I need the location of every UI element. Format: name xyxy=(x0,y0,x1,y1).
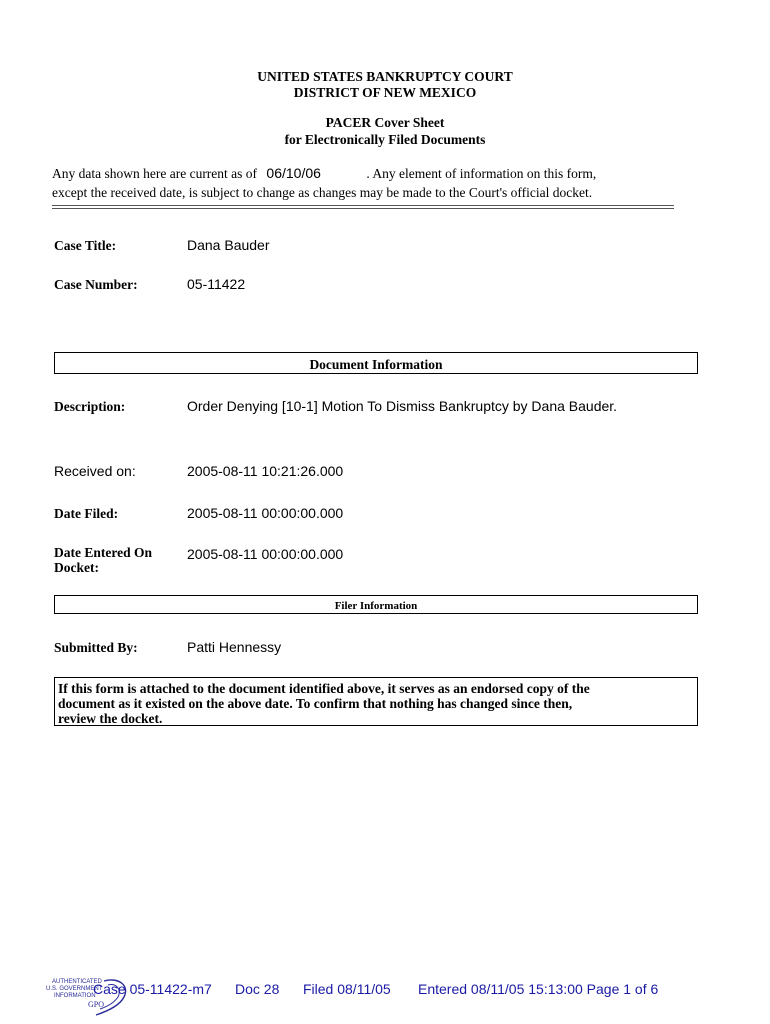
notice-line-2: document as it existed on the above date. To confirm that nothing has changed since then, xyxy=(58,696,573,711)
submitted-by-label: Submitted By: xyxy=(54,640,138,655)
footer-entered-page: Entered 08/11/05 15:13:00 Page 1 of 6 xyxy=(418,981,659,997)
date-entered-label-line1: Date Entered On xyxy=(54,545,152,560)
submitted-by-value: Patti Hennessy xyxy=(187,639,282,655)
received-value: 2005-08-11 10:21:26.000 xyxy=(187,463,344,479)
footer-filed-date: Filed 08/11/05 xyxy=(303,981,391,997)
description-label: Description: xyxy=(54,399,126,414)
footer-doc-number: Doc 28 xyxy=(235,981,280,997)
divider-top xyxy=(52,205,674,206)
date-filed-label: Date Filed: xyxy=(54,506,119,521)
intro-prefix: Any data shown here are current as of xyxy=(52,166,258,181)
seal-text-2: U.S. GOVERNMENT xyxy=(46,986,103,992)
intro-suffix: . Any element of information on this form, xyxy=(366,166,597,181)
filer-info-heading: Filer Information xyxy=(334,600,418,612)
date-entered-label-line2: Docket: xyxy=(54,560,99,575)
case-title-value: Dana Bauder xyxy=(187,237,270,253)
received-label: Received on: xyxy=(54,463,136,479)
sheet-title: PACER Cover Sheet xyxy=(325,115,445,130)
divider-bottom xyxy=(52,208,674,209)
date-entered-value: 2005-08-11 00:00:00.000 xyxy=(187,546,344,562)
document-info-header-box xyxy=(54,352,698,374)
case-title-label: Case Title: xyxy=(54,238,117,253)
case-number-value: 05-11422 xyxy=(187,276,246,292)
endorsement-notice-box xyxy=(54,677,698,726)
footer-case-number: Case 05-11422-m7 xyxy=(93,981,212,997)
document-info-heading: Document Information xyxy=(309,357,443,372)
court-name: UNITED STATES BANKRUPTCY COURT xyxy=(257,69,513,84)
current-as-of-date: 06/10/06 xyxy=(266,165,321,181)
district-name: DISTRICT OF NEW MEXICO xyxy=(293,85,477,100)
description-value: Order Denying [10-1] Motion To Dismiss Bankruptcy by Dana Bauder. xyxy=(187,398,618,414)
intro-line-2: except the received date, is subject to change as changes may be made to the Court's official docket. xyxy=(52,185,593,200)
seal-text-1: AUTHENTICATED xyxy=(52,979,102,985)
notice-line-1: If this form is attached to the document identified above, it serves as an endorsed copy of the xyxy=(58,681,590,696)
filer-info-header-box xyxy=(54,595,698,614)
seal-text-4: GPO xyxy=(88,1000,105,1009)
intro-line-1 xyxy=(52,164,596,183)
seal-text-3: INFORMATION xyxy=(54,993,96,999)
date-filed-value: 2005-08-11 00:00:00.000 xyxy=(187,505,344,521)
notice-line-3: review the docket. xyxy=(58,711,163,726)
case-number-label: Case Number: xyxy=(54,277,138,292)
sheet-subtitle: for Electronically Filed Documents xyxy=(284,132,486,147)
